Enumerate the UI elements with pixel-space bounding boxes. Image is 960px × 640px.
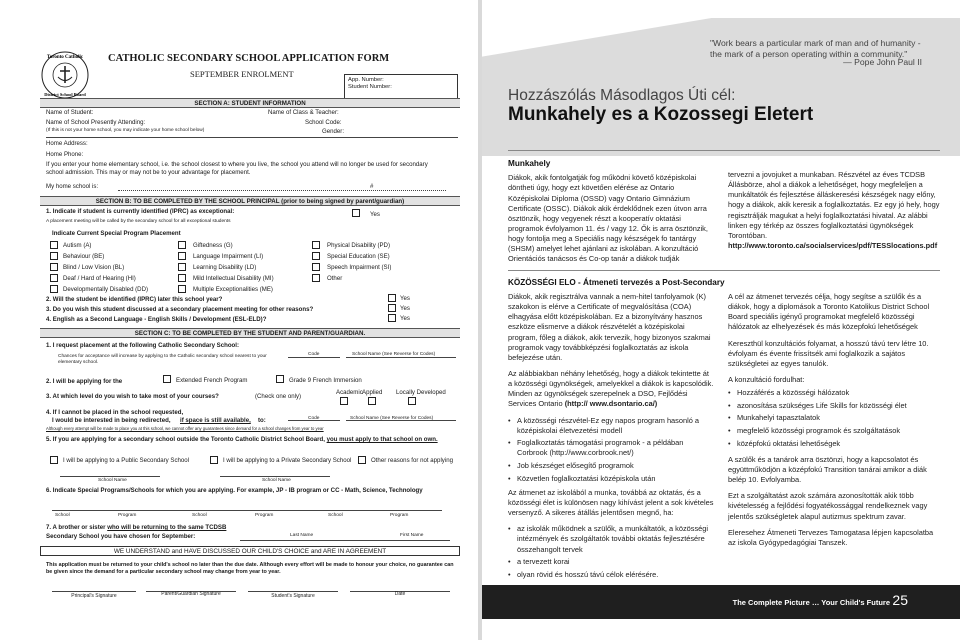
c4-label-c: if space is still available, [180,417,251,424]
placement-label: Other [327,275,343,282]
principal-signature-field[interactable] [52,591,136,592]
private-school-name-field[interactable] [220,476,330,477]
special-programs-field[interactable] [52,510,442,511]
c4-code-label: Code [308,416,320,421]
private-school-label: I will be applying to a Private Secondary School [223,457,352,464]
autism-checkbox[interactable] [50,241,58,249]
q3-yes-checkbox[interactable] [388,304,396,312]
placement-label: Language Impairment (LI) [193,253,264,260]
blind-low-vision-checkbox[interactable] [50,263,58,271]
q1-note: A placement meeting will be called by the secondary school for all exceptional students [46,219,231,224]
workplace-col2 [728,170,940,257]
community-col2-text-1: A cél az átmenet tervezés célja, hogy segítse a szülők és a diákok, hogy a diplomások a Toronto Katolikus District School Board speciális igényű programokat megfelelő közösségi hálózatok az elhelyezések és más közepfokú lehetőségek [728,292,930,332]
form-title: CATHOLIC SECONDARY SCHOOL APPLICATION FORM [108,53,390,64]
principal-signature-label: Principal's Signature [71,593,117,599]
date-label: Date [394,591,406,597]
q2-yes-label: Yes [400,295,410,302]
tcdsb-logo [40,50,90,100]
q4-label: 4. English as a Second Language - English Skills / Development (ESL-ELD)? [46,316,267,323]
applied-label: Applied [362,389,383,396]
placement-label: Multiple Exceptionalities (ME) [193,286,273,293]
placement-label: Giftedness (G) [193,242,233,249]
placement-label: Deaf / Hard of Hearing (HI) [63,275,136,282]
placement-label: Autism (A) [63,242,92,249]
community-heading-row [508,277,940,292]
q2-yes-checkbox[interactable] [388,294,396,302]
first-name-caption: First Name [400,533,424,538]
community-text-3: Az átmenet az iskolából a munka, továbbá az oktatás, és a közösségi élet is különösen nagy kihívást jelent a sok kivételes versenyző. A sikeres átállás jelentősen megnő, ha: [508,487,714,518]
other-checkbox[interactable] [312,274,320,282]
return-note: This application must be returned to your child's school no later than the due date. Although every effort will be made to honour your choice, no guarantee can be given since the demand for a particular secondary school may change from year to year. [46,562,454,575]
page-number: 25 [892,592,908,608]
private-school-checkbox[interactable] [210,456,218,464]
c4-label-b: I would be interested in being redirected, [52,417,171,424]
tess-locations-link[interactable]: http://www.toronto.ca/socialservices/pdf/TESSlocations.pdf [728,240,938,250]
school-code-label: School Code: [305,119,342,126]
c6-school-caption: School [192,513,207,518]
elementary-school-note: If you enter your home elementary school, i.e. the school closest to where you live, the school you attend will no longer be used for secondary school admission. This may or may not be to your advantage for placement. [46,161,428,176]
mild-intellectual-checkbox[interactable] [178,274,186,282]
placement-label: Physical Disability (PD) [327,242,390,249]
c7-label [46,524,226,532]
q2-label: 2. Will the student be identified (IPRC) later this school year? [46,296,223,303]
french-immersion-checkbox[interactable] [276,375,284,383]
list-item: • Hozzáférés a közösségi hálózatok [728,388,940,398]
list-item: • azonosítása szükséges Life Skills for közösségi élet [728,401,940,411]
c1-note: Chances for acceptance will increase by applying to the Catholic secondary school nearest to your elementary school. [58,354,267,366]
c5-text-b: you must apply to that school on own. [326,436,438,443]
language-impairment-checkbox[interactable] [178,252,186,260]
divider [46,137,458,138]
home-address-label: Home Address: [46,140,88,147]
deaf-hard-of-hearing-checkbox[interactable] [50,274,58,282]
behaviour-checkbox[interactable] [50,252,58,260]
community-col2-text-2: Kereszthül konzultációs folyamat, a hosszú távú terv létre 10. évfolyam és évente frissítsék ami foglalkozik a sajátos szükségletei az egyes tanulók. [728,338,929,368]
c4-school-name-label: School Name (See Reverse for Codes) [350,416,434,421]
multiple-exceptionalities-checkbox[interactable] [178,285,186,293]
section-divider [508,270,940,271]
list-item: • középfokú oktatási lehetőségek [728,439,940,449]
transition-conditions-list [508,524,714,580]
community-col2-text-4: A szülők és a tanárok arra ösztönzi, hogy a kapcsolatot és együttműködjön a középfokú Transition tanárai amikor a diák belép 10. Evfolyamba. [728,454,927,485]
c3-label: 3. At which level do you wish to take most of your courses? [46,393,219,400]
community-options-list [508,416,714,484]
school-name-caption: School Name [262,478,291,483]
c5-label [46,436,458,444]
public-school-name-field[interactable] [60,476,160,477]
office-use-box [344,74,458,100]
c4-label-d: to: [258,417,266,424]
locally-developed-checkbox[interactable] [408,397,416,405]
list-item: • Közvetlen foglalkoztatási középiskola után [508,474,714,484]
community-col2-text-5: Ezt a szolgáltatást azok számára azonosították akik több kivételesség a fejlődési fogyatékossággal rendelkeznek vagy jelentős szükségletek alapul autizmus spektrum zavar. [728,491,928,521]
c6-program-caption: Program [390,513,409,518]
hash-label: # [370,183,374,190]
section-c-header: SECTION C: TO BE COMPLETED BY THE STUDENT AND PARENT/GUARDIAN. [40,328,460,338]
french-immersion-label: Grade 9 French Immersion [289,377,362,384]
q3-label: 3. Do you wish this student discussed at a secondary placement meeting for other reasons? [46,306,314,313]
developmentally-disabled-checkbox[interactable] [50,285,58,293]
other-reasons-label: Other reasons for not applying [371,457,453,464]
gender-label: Gender: [322,128,345,135]
form-subtitle: SEPTEMBER ENROLMENT [190,69,294,79]
quote-text: "Work bears a particular mark of man and of humanity - the mark of a person operating within a community." [710,38,921,60]
student-signature-field[interactable] [248,591,338,592]
sibling-name-field[interactable] [240,540,450,541]
school-name-caption: School Name [98,478,127,483]
physical-disability-checkbox[interactable] [312,241,320,249]
locally-developed-label: Locally Developed [396,389,446,396]
home-phone-label: Home Phone: [46,151,84,158]
list-item: • A közösségi részvétel-Ez egy napos program hasonló a középiskolai életvezetési modell [508,416,714,436]
c6-program-caption: Program [118,513,137,518]
consultation-list [728,388,940,449]
q1-yes-label: Yes [370,211,380,218]
section-a-header: SECTION A: STUDENT INFORMATION [40,98,460,108]
placement-label: Mild Intellectual Disability (MI) [193,275,274,282]
c6-program-caption: Program [255,513,274,518]
section-b-header: SECTION B: TO BE COMPLETED BY THE SCHOOL PRINCIPAL (prior to being signed by parent/guardian) [40,196,460,206]
community-heading: KÖZÖSSÉGI ELO - Átmeneti tervezés a Post-Secondary [508,278,725,287]
footer-bar [482,585,960,619]
last-name-caption: Last Name [290,533,314,538]
c4-label: 4. If I cannot be placed in the school requested, [46,409,184,416]
community-col2 [728,292,940,554]
workplace-text-2: tervezni a jovojuket a munkaban. Részvétel az éves TCDSB Állásbörze, ahol a diákok a lehetőséget, hogy megfeleljen a munkáltatók és fejlesztése álláskeresési készségek nagy előny, hogy a diákok, akik keresik a foglalkoztatás. Ez egy jó hely, hogy regisztrálják magukat a helyi foglalkoztatási hivatal. Az alábbi linken egy térkép az összes foglalkoztatási ügynökségek Torontóban. [728,170,940,240]
other-reasons-checkbox[interactable] [358,456,366,464]
list-item: • Foglalkoztatás támogatási programok - a példában Corbrook (http://www.corbrook.net/) [508,438,714,458]
q1-label: 1. Indicate if student is currently identified (IPRC) as exceptional: [46,208,235,215]
academic-checkbox[interactable] [340,397,348,405]
q4-yes-label: Yes [400,315,410,322]
agreement-banner: WE UNDERSTAND and HAVE DISCUSSED OUR CHILD'S CHOICE and ARE IN AGREEMENT [40,546,460,556]
title-divider [508,150,940,151]
dsontario-link[interactable]: (http:// www.dsontario.ca/) [564,399,658,409]
community-col1 [508,292,714,583]
c6-school-caption: School [328,513,343,518]
current-placement-label: Indicate Current Special Program Placement [52,230,181,237]
home-school-field[interactable] [118,190,446,191]
public-school-checkbox[interactable] [50,456,58,464]
q1-yes-checkbox[interactable] [352,209,360,217]
class-teacher-label: Name of Class & Teacher: [268,109,339,116]
footer-text: The Complete Picture … Your Child's Future [732,598,890,607]
c7-label-b: Secondary School you have chosen for September: [46,533,196,540]
c2-label: 2. I will be applying for the [46,378,123,385]
c7-text-b: who will be returning to the same TCDSB [107,524,227,531]
c4-note: Although every attempt will be made to place you at this school, we cannot offer any guarantees since demand for a school changes from year to year [46,426,324,431]
workplace-text-1: Diákok, akik fontolgatják fog működni követő középiskolai döntheti úgy, hogy ezt követően elérése az Ontario Középiskolai Diploma (OSSD) vagy Ontario Gimnázium Certificate (OSSC). Diákok akik érdeklődnek ezen útvon arra ösztönzik, hogy vegyenek részt a kooperatív oktatási programok évfolyamon 11. és / vagy 12. Ők is arra ösztönzik, hogy fontolja meg a Speciális nagy készségek fo tantárgy (SHSM) amelyet lehet ajánlani az iskolában. A konzultáció Orientációs tanácsos és Co-op tanár a diákok tudják [508,173,708,264]
q4-yes-checkbox[interactable] [388,314,396,322]
check-one-label: (Check one only) [255,393,302,400]
student-number-label: Student Number: [348,84,392,91]
speech-impairment-checkbox[interactable] [312,263,320,271]
c1-code-label: Code [308,352,320,357]
placement-label: Special Education (SE) [327,253,390,260]
community-text-1: Diákok, akik regisztrálva vannak a nem-hitel tanfolyamok (K) szakokon is elérve a Certificate of megvalósítása (COA) elhagyása előtt középiskolában. Ez a bizonyítvány hasznos eszköze elismerve a diákok részvételét a középiskolai program, főleg a diákok, akik tervezik, hogy bizonyos szakmai programok vagy továbbképzési foglalkoztatás az iskola befejezése után. [508,292,711,362]
home-school-note: (If this is not your home school, you may indicate your home school below) [46,128,205,133]
brochure-page [482,0,960,640]
parent-signature-label: Parent/Guardian Signature [161,591,221,597]
application-form-page [0,0,478,640]
academic-label: Academic [336,389,363,396]
page-title-line1: Hozzászólás Másodlagos Úti cél: [508,87,736,104]
school-attending-label: Name of School Presently Attending: [46,119,146,126]
q3-yes-label: Yes [400,305,410,312]
placement-label: Developmentally Disabled (DD) [63,286,149,293]
app-number-label: App. Number: [348,77,384,83]
student-signature-label: Student's Signature [271,593,315,599]
workplace-heading: Munkahely [508,159,551,168]
my-home-school-label: My home school is: [46,183,99,190]
placement-label: Learning Disability (LD) [193,264,257,271]
list-item: • olyan rövid és hosszú távú célok elérésére. [508,570,714,580]
c5-text: 5. If you are applying for a secondary school outside the Toronto Catholic District School Board, [46,436,325,443]
community-col2-text-3: A konzultáció fordulhat: [728,374,805,384]
placement-label: Behaviour (BE) [63,253,105,260]
c7-text: 7. A brother or sister [46,524,106,531]
list-item: • Job készséget elősegítő programok [508,461,714,471]
c6-label: 6. Indicate Special Programs/Schools for which you are applying. For example, JP - IB program or CC - Math, Science, Technology [46,487,423,494]
extended-french-checkbox[interactable] [163,375,171,383]
svg-text:District School Board: District School Board [44,92,86,97]
extended-french-label: Extended French Program [176,377,248,384]
svg-text:Toronto Catholic: Toronto Catholic [46,55,84,60]
page-title-line2: Munkahely es a Kozossegi Eletert [508,104,814,125]
learning-disability-checkbox[interactable] [178,263,186,271]
public-school-label: I will be applying to a Public Secondary School [63,457,190,464]
c1-school-name-label: School Name (See Reverse for Codes) [352,352,436,357]
placement-label: Blind / Low Vision (BL) [63,264,125,271]
community-col2-text-6: Eleresehez Átmeneti Tervezes Tamogatasa lépjen kapcsolatba az iskola Gyógypedagógiai Tanszek. [728,527,934,547]
list-item: • a tervezett korai [508,557,714,567]
quote-author: — Pope John Paul II [843,57,922,67]
giftedness-checkbox[interactable] [178,241,186,249]
list-item: • az iskolák működnek a szülők, a munkáltatók, a közösségi intézmények és szolgáltatók további oktatás fejlesztésére összehangolt tervek [508,524,714,554]
workplace-col1 [508,158,714,271]
applied-checkbox[interactable] [368,397,376,405]
community-text-2: Az alábbiakban néhány lehetőség, hogy a diákok tekintette át a közösségi ügynökségek, amelyekkel a diákok is kapcsolódik. Minden az ügynökségek szerepelnek a DSO, Fejlődési Services Ontario [508,368,714,409]
student-name-label: Name of Student: [46,109,94,116]
c1-label: 1. I request placement at the following Catholic Secondary School: [46,342,240,349]
list-item: • Munkahelyi tapasztalatok [728,413,940,423]
special-education-checkbox[interactable] [312,252,320,260]
list-item: • megfelelő közösségi programok és szolgáltatások [728,426,940,436]
c6-school-caption: School [55,513,70,518]
placement-label: Speech Impairment (SI) [327,264,392,271]
